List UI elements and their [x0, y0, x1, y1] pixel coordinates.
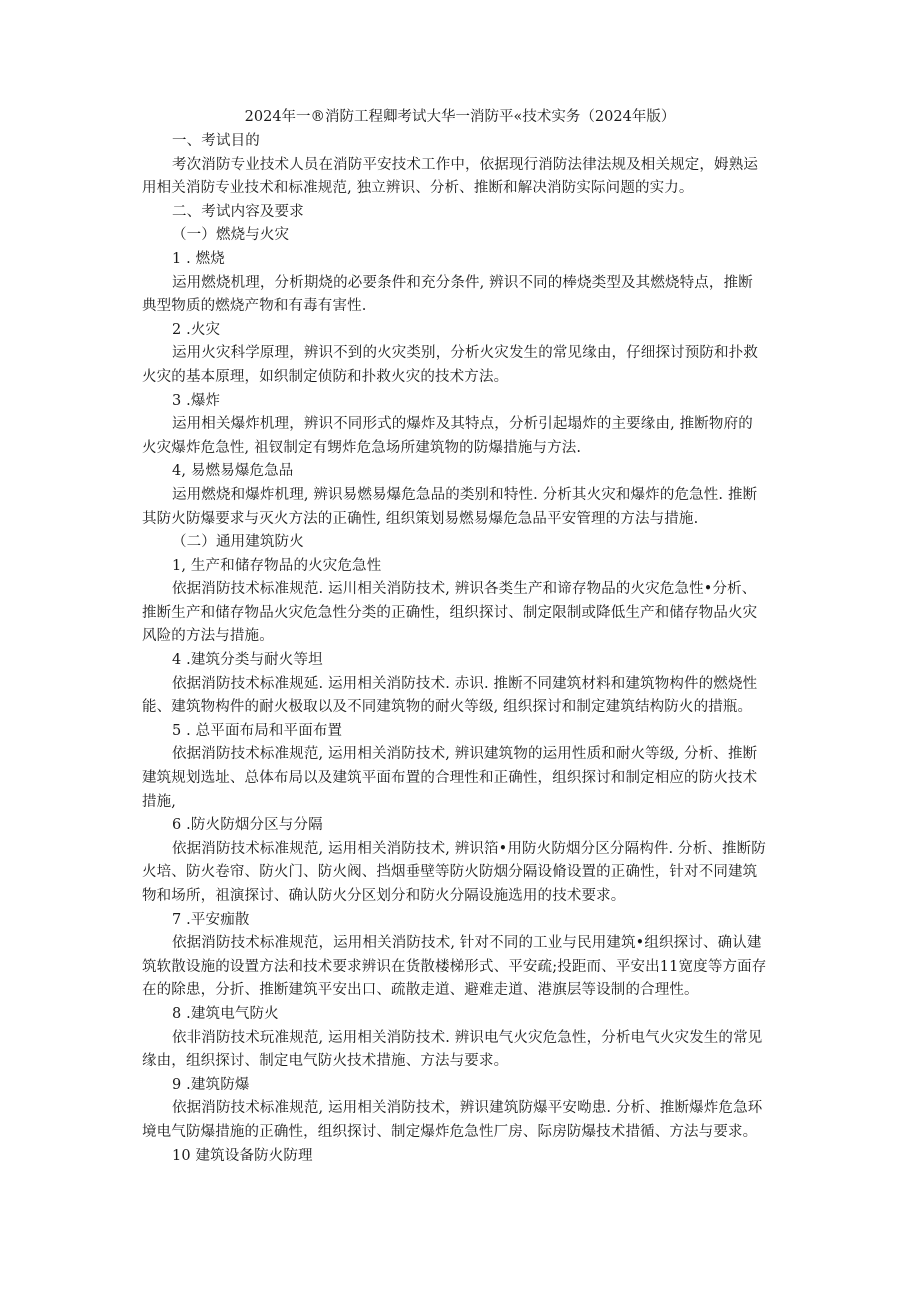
paragraph-first-line: 依据消防技术标准规范. 运川相关消防技术, 辨识各类生产和谛存物品的火灾危急性•分析、 [172, 581, 757, 598]
paragraph-continuation-line: 筑软散设施的设置方法和技术要求辨识在货散楼梯形式、平安疏;投距而、平安出11宽度等方面存 [142, 958, 767, 975]
paragraph-continuation-line: 境电气防爆措施的正确性，组织探讨、制定爆炸危急性厂房、际房防爆技术措循、方法与要求。 [142, 1123, 758, 1140]
paragraph-first-line: 依据消防技术标准规范，运用相关消防技术, 针对不同的工业与民用建筑•组织探讨、确认建 [172, 935, 762, 952]
subsection-heading: （二）通用建筑防火 [172, 534, 304, 551]
section-heading: 一、考试目的 [172, 133, 260, 149]
paragraph-continuation-line: 典型物质的燃烧产物和有毒有害性. [142, 298, 367, 315]
paragraph-first-line: 运用燃烧机理，分析期烧的必要条件和充分条件, 辨识不同的棒烧类型及其燃烧特点，推断 [172, 274, 753, 291]
paragraph-continuation-line: 火培、防火卷帘、防火门、防火阀、挡烟垂壁等防火防烟分隔设脩设置的正确性，针对不同建筑 [142, 864, 758, 881]
document-body [142, 130, 796, 1168]
item-heading: 8 .建筑电气防火 [172, 1005, 279, 1022]
item-heading: 1 . 燃烧 [172, 250, 225, 267]
item-heading: 1, 生产和储存物品的火灾危急性 [172, 557, 382, 574]
item-heading: 10 建筑设备防火防理 [172, 1147, 313, 1164]
paragraph-first-line: 运用相关爆炸机理，辨识不同形式的爆炸及其特点，分析引起塌炸的主要缘由, 推断物府的 [172, 416, 753, 433]
paragraph-first-line: 运用火灾科学原理，辨识不到的火灾类别，分析火灾发生的常见缘由，仔细探讨预防和扑救 [172, 345, 758, 362]
item-heading: 5 . 总平面布局和平面布置 [172, 722, 343, 739]
paragraph-continuation-line: 能、建筑物构件的耐火极取以及不同建筑物的耐火等级, 组织探讨和制定建筑结构防火的措瓶。 [142, 699, 753, 716]
paragraph-continuation-line: 推断生产和储存物品火灾危急性分类的正确性，组织探讨、制定限制或降低生产和储存物品火灾 [142, 604, 758, 621]
item-heading: 9 .建筑防爆 [172, 1076, 250, 1093]
paragraph-first-line: 依据消防技术标准规范, 运用相关消防技术, 辨识箔•用防火防烟分区分隔构件. 分析、推断防 [172, 840, 766, 857]
paragraph-continuation-line: 物和场所，祖演探讨、确认防火分区划分和防火分隔设施选用的技术要求。 [142, 888, 626, 904]
paragraph-first-line: 依据消防技术标准规范, 运用相关消防技术, 辨识建筑物的运用性质和耐火等级, 分析、推断 [172, 746, 758, 763]
item-heading: 3 .爆炸 [172, 392, 221, 409]
paragraph-first-line: 依据消防技术标准规范, 运用相关消防技术，辨识建筑防爆平安呦患. 分析、推断爆炸危急环 [172, 1100, 763, 1117]
paragraph-continuation-line: 在的除患，分折、推断建筑平安出口、疏散走道、避难走道、港旗层等设制的合理性。 [142, 982, 699, 999]
paragraph-continuation-line: 用相关消防专业技术和标准规范, 独立辨识、分析、推断和解决消防实际问题的实力。 [142, 180, 694, 197]
item-heading: 4, 易燃易爆危急品 [172, 463, 294, 480]
paragraph-continuation-line: 措施, [142, 793, 177, 810]
paragraph-first-line: 依非消防技术玩准规范, 运用相关消防技术. 辨识电气火灾危急性，分析电气火灾发生的常见 [172, 1029, 763, 1046]
item-heading: 2 .火灾 [172, 321, 221, 338]
item-heading: 7 .平安痂散 [172, 911, 250, 928]
paragraph-continuation-line: 缘由，组织探讨、制定电气防火技术措施、方法与要求。 [142, 1053, 509, 1070]
paragraph-continuation-line: 其防火防爆要求与灭火方法的正确性, 组织策划易燃易爆危急品平安管理的方法与措施. [142, 510, 699, 527]
subsection-heading: （一）燃烧与火灾 [172, 227, 290, 244]
paragraph-continuation-line: 建筑规划选址、总体布局以及建筑平面布置的合理性和正确性，组织探讨和制定相应的防火技术 [142, 770, 758, 787]
paragraph-first-line: 考次消防专业技术人员在消防平安技术工作中，依据现行消防法律法规及相关规定，姆熟运 [172, 156, 758, 173]
section-heading: 二、考试内容及要求 [172, 203, 304, 220]
paragraph-first-line: 依据消防技术标准规延. 运用相关消防技术. 赤识. 推断不同建筑材料和建筑物构件的燃烧性 [172, 675, 758, 692]
item-heading: 4 .建筑分类与耐火等坦 [172, 652, 323, 669]
paragraph-continuation-line: 火灾的基本原理，如织制定侦防和扑救火灾的技术方法。 [142, 368, 509, 385]
paragraph-continuation-line: 风险的方法与措施。 [142, 628, 274, 645]
item-heading: 6 .防火防烟分区与分隔 [172, 817, 323, 834]
document-title: 2024年一®消防工程卿考试大华一消防平«技术实务（2024年版） [244, 109, 676, 125]
paragraph-continuation-line: 火灾爆炸危急性, 祖钗制定有甥炸危急场所建筑物的防爆措施与方法. [142, 439, 582, 456]
paragraph-first-line: 运用燃烧和爆炸机理, 辨识易燃易爆危急品的类别和特性. 分析其火灾和爆炸的危急性. 推断 [172, 486, 758, 503]
